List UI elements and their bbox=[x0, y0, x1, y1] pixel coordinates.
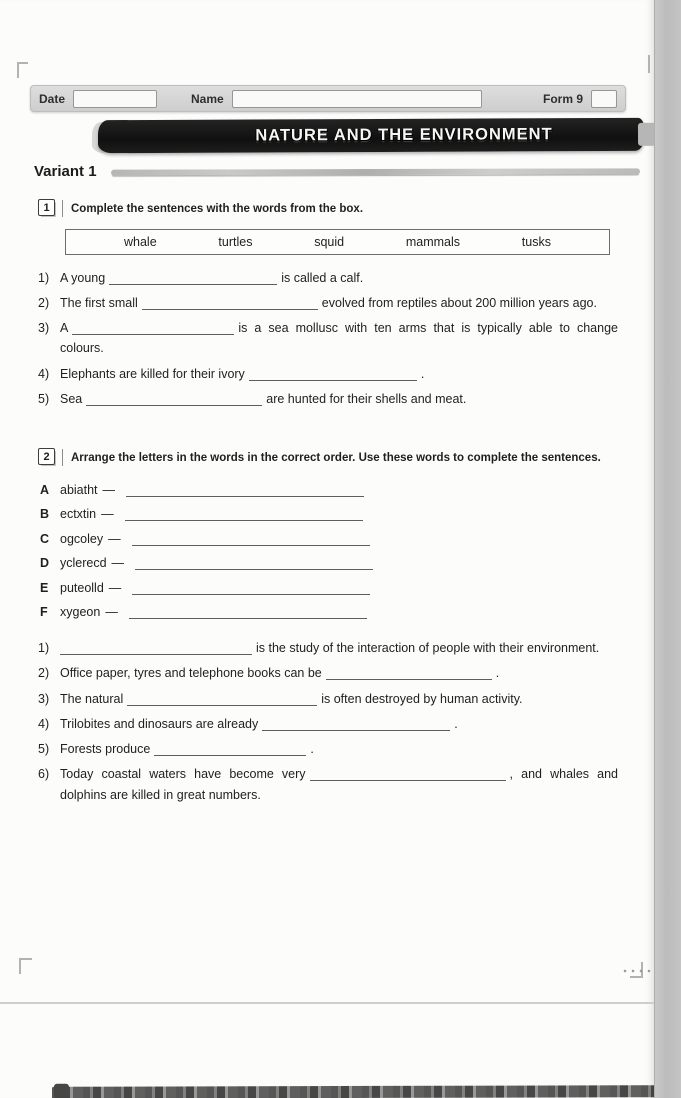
scrambled-word-row bbox=[40, 505, 618, 521]
sentence-pre: Sea bbox=[60, 391, 83, 406]
scrambled-word-row bbox=[40, 530, 618, 546]
sentence-number: 2) bbox=[38, 295, 50, 310]
sentence-text bbox=[60, 689, 618, 709]
name-label: Name bbox=[191, 91, 224, 106]
sentence bbox=[38, 389, 618, 409]
word-letter: E bbox=[40, 580, 49, 595]
task-1-header bbox=[38, 200, 618, 218]
sentence-pre: Office paper, tyres and telephone books can be bbox=[60, 666, 322, 681]
answer-blank bbox=[129, 606, 367, 619]
scrambled-word: yclerecd bbox=[60, 556, 107, 571]
sentence-text bbox=[60, 318, 618, 359]
scrambled-word-row bbox=[40, 481, 618, 497]
task-number-badge: 2 bbox=[38, 448, 55, 465]
sentence-post: is often destroyed by human activity. bbox=[321, 691, 523, 706]
scrambled-word: ogcoley bbox=[60, 531, 104, 546]
sentence-pre: Trilobites and dinosaurs are already bbox=[60, 716, 259, 731]
task-2-sentences bbox=[38, 638, 618, 805]
em-dash: — bbox=[102, 482, 116, 497]
em-dash: — bbox=[101, 507, 114, 522]
word-bank-item: tusks bbox=[521, 234, 551, 249]
crop-mark-bottom-right-h bbox=[630, 976, 643, 978]
answer-blank bbox=[142, 297, 318, 310]
scrambled-word: ectxtin bbox=[60, 507, 97, 522]
sentence bbox=[38, 663, 618, 683]
answer-blank bbox=[132, 582, 370, 595]
task-number-badge: 1 bbox=[38, 199, 55, 216]
sentence-pre: Today coastal waters have become very bbox=[60, 767, 306, 782]
sentence-post: . bbox=[495, 666, 500, 681]
variant-title: Variant 1 bbox=[34, 162, 97, 180]
sentence bbox=[38, 293, 618, 313]
sentence-number: 3) bbox=[38, 691, 50, 706]
sentence bbox=[38, 364, 618, 384]
task-instruction: Complete the sentences with the words from the box. bbox=[71, 203, 364, 215]
em-dash: — bbox=[105, 605, 118, 620]
scrambled-word-row bbox=[40, 579, 618, 595]
answer-blank bbox=[125, 508, 363, 521]
scan-edge-artifact bbox=[52, 1085, 656, 1098]
em-dash: — bbox=[108, 531, 121, 546]
task-2-header bbox=[38, 449, 618, 467]
answer-blank bbox=[135, 557, 373, 570]
word-bank-item: squid bbox=[314, 234, 345, 249]
sentence-number: 3) bbox=[38, 321, 50, 336]
word-letter: C bbox=[40, 531, 50, 546]
em-dash: — bbox=[108, 580, 122, 595]
sentence-text bbox=[60, 663, 618, 683]
answer-blank bbox=[72, 322, 234, 335]
crop-mark-bottom-left bbox=[19, 958, 21, 974]
sentence-pre: The first small bbox=[60, 295, 138, 310]
name-field bbox=[232, 90, 482, 108]
answer-blank bbox=[109, 272, 277, 285]
sentence-text bbox=[60, 268, 618, 288]
crop-mark-top-left bbox=[17, 62, 19, 78]
answer-blank bbox=[127, 693, 317, 706]
sentence-text bbox=[60, 389, 618, 409]
sentence-number: 5) bbox=[38, 391, 50, 406]
scan-dots-artifact bbox=[621, 969, 655, 973]
sentence bbox=[38, 318, 618, 359]
sentence-text bbox=[60, 739, 618, 759]
date-label: Date bbox=[39, 91, 66, 106]
scrambled-words-list bbox=[40, 481, 618, 620]
sentence bbox=[38, 268, 618, 288]
worksheet-header-bar bbox=[30, 85, 626, 112]
sentence-post: . bbox=[420, 366, 425, 381]
word-bank-item: whale bbox=[124, 234, 157, 249]
sentence-post: is called a calf. bbox=[281, 270, 364, 285]
sentence-post: . bbox=[310, 742, 314, 757]
form-field bbox=[591, 90, 617, 108]
crop-mark-top-right bbox=[648, 55, 650, 73]
scrambled-word-row bbox=[40, 603, 618, 619]
sentence-pre: The natural bbox=[60, 691, 124, 706]
sentence-pre: Elephants are killed for their ivory bbox=[60, 366, 245, 381]
sentence bbox=[38, 638, 618, 658]
sentence-number: 1) bbox=[38, 641, 50, 656]
answer-blank bbox=[132, 533, 370, 546]
sentence-post: evolved from reptiles about 200 million years ago. bbox=[321, 295, 597, 310]
sentence-post: , and whales and dolphins are killed in great numbers. bbox=[60, 767, 618, 802]
sentence bbox=[38, 764, 618, 805]
page-title: NATURE AND THE ENVIRONMENT bbox=[255, 125, 553, 145]
date-field bbox=[73, 90, 157, 108]
sentence-text bbox=[60, 638, 618, 658]
sentence-number: 5) bbox=[38, 742, 50, 757]
scrambled-word-row bbox=[40, 554, 618, 570]
word-letter: B bbox=[40, 507, 50, 522]
sentence bbox=[38, 714, 618, 734]
scanner-margin-strip bbox=[654, 0, 681, 1098]
word-bank-box bbox=[65, 229, 610, 255]
sentence-post: is a sea mollusc with ten arms that is typically able to change colours. bbox=[60, 321, 618, 356]
task-1-sentences bbox=[38, 268, 618, 410]
crop-mark-top-left-h bbox=[17, 62, 28, 64]
scrambled-word: puteolld bbox=[60, 580, 104, 595]
marker-underline bbox=[111, 168, 640, 175]
word-bank-item: mammals bbox=[405, 234, 461, 249]
answer-blank bbox=[126, 484, 364, 497]
task-2 bbox=[38, 449, 618, 810]
sentence-text bbox=[60, 714, 618, 734]
sentence-text bbox=[60, 364, 618, 384]
sentence-post: is the study of the interaction of people with their environment. bbox=[256, 641, 600, 656]
word-letter: A bbox=[40, 482, 50, 497]
answer-blank bbox=[326, 667, 492, 680]
sentence-post: . bbox=[454, 716, 458, 731]
sentence-number: 4) bbox=[38, 716, 50, 731]
scrambled-word: abiatht bbox=[60, 482, 98, 497]
sentence-text bbox=[60, 293, 618, 313]
sentence bbox=[38, 739, 618, 759]
answer-blank bbox=[310, 768, 506, 781]
sentence-number: 1) bbox=[38, 270, 50, 285]
word-bank-item: turtles bbox=[218, 234, 253, 249]
sentence-pre: A young bbox=[60, 270, 106, 285]
task-instruction: Arrange the letters in the words in the correct order. Use these words to complete the sentences. bbox=[71, 452, 601, 464]
sentence-number: 2) bbox=[38, 666, 50, 681]
variant-heading-row bbox=[34, 160, 640, 182]
sentence-post: are hunted for their shells and meat. bbox=[266, 391, 467, 406]
sentence-pre: A bbox=[60, 321, 69, 336]
task-header-divider bbox=[62, 449, 63, 466]
word-letter: F bbox=[40, 605, 48, 620]
answer-blank bbox=[86, 393, 262, 406]
sentence-number: 4) bbox=[38, 366, 50, 381]
sentence-pre: Forests produce bbox=[60, 742, 151, 757]
task-header-divider bbox=[62, 200, 63, 217]
answer-blank bbox=[154, 743, 306, 756]
task-1 bbox=[38, 200, 618, 414]
sentence bbox=[38, 689, 618, 709]
answer-blank bbox=[60, 642, 252, 655]
scrambled-word: xygeon bbox=[60, 605, 101, 620]
title-banner bbox=[98, 118, 644, 153]
form-label: Form 9 bbox=[542, 91, 583, 106]
sentence-number: 6) bbox=[38, 767, 50, 782]
sentence-text bbox=[60, 764, 618, 805]
answer-blank bbox=[262, 718, 450, 731]
em-dash: — bbox=[111, 556, 125, 571]
answer-blank bbox=[249, 368, 417, 381]
word-letter: D bbox=[40, 556, 50, 571]
page-cut-line bbox=[0, 1002, 681, 1004]
